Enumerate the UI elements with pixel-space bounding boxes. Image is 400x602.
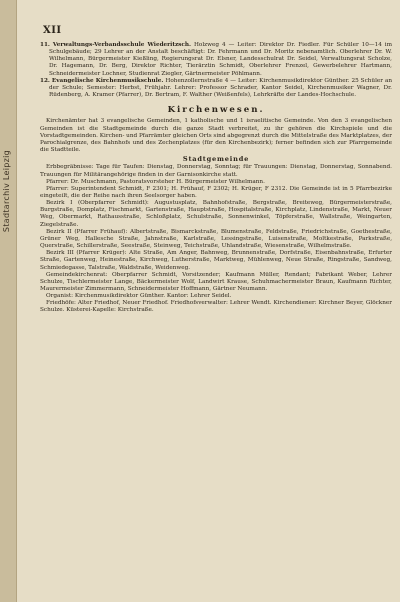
entry-title: Verwaltungs-Verbandsschule Wiederitzsch. [52,42,191,48]
entry-title: Evangelische Kirchenmusikschule. [51,77,164,84]
body-paragraph: Erbbegräbnisse: Tage für Taufen: Dienstag, Donnerstag, Sonntag; für Trauungen: Dienstag, Donnerstag, Sonnabend. Trauungen für Militärangehörige finden in der Garnisonkirche statt. [40,164,392,178]
entry-11 [40,42,392,78]
entry-number: 11. [40,42,50,48]
body-paragraph: Bezirk II (Pfarrer Frühauf): Albertstraße, Bismarckstraße, Blumenstraße, Feldstraße, Friedrichstraße, Goethestraße, Grüner Weg, Hallesche Straße, Jahnstraße, Karlstraße, Lessingstraße, Luisenstraße, Moltkestraße, Parkstraße, Querstraße, Schillerstraße, Seestraße, Steinweg, Teichstraße, Uhlandstraße, Wiesenstraße, Wilhelmstraße. [40,228,392,250]
entry-number: 12. [40,77,50,84]
subsection-title: Stadtgemeinde [182,155,250,164]
body-paragraph: Bezirk III (Pfarrer Krüger): Alte Straße, Am Anger, Bahnweg, Brunnenstraße, Dorfstraße, Eisenbahnstraße, Erfurter Straße, Gartenweg, Heinestraße, Kirchweg, Lutherstraße, Marktweg, Mühlenweg, Neue Straße, Ringstraße, Sandweg, Schmiedegasse, Talstraße, Waldstraße, Weidenweg. [40,250,392,271]
intro-paragraph: Kirchenämter hat 3 evangelische Gemeinden, 1 katholische und 1 israelitische Gemeinde. Von den 3 evangelischen Gemeinden ist die Stadtgemeinde durch die ganze Stadt verbreitet, zu ihr gehören die Kirchspiele und die Vorstadtgemeinden. Kirchen- und Pfarrämter gleichen Orts sind abgegrenzt durch die Mittelstraße des Marktplatzes, der Parochialgrenze, des Bahnhofs und des Zechenplatzes (für den Kirchenbezirk); ferner befinden sich zur Pfarrgemeinde die Stadtteile. [40,118,392,154]
body-paragraph: Organist: Kirchenmusikdirektor Günther. Kantor: Lehrer Seidel. [46,293,232,300]
body-paragraph: Pfarrer: Dr. Muschmann, Pastoratsvorsteher H. Bürgermeister Wilhelmann. [46,178,265,185]
section-title: Kirchenwesen. [167,105,265,116]
margin-label: Stadtarchiv Leipzig [2,150,11,233]
page-number: XII [43,25,62,36]
body-paragraph: Gemeindekirchenrat: Oberpfarrer Schmidt, Vorsitzender; Kaufmann Müller, Rendant; Fabrikant Weber, Lehrer Schulze, Tischlermeister Lange, Bäckermeister Wolf, Landwirt Krause, Schuhmachermeister Braun, Kaufmann Richter, Maurermeister Zimmermann, Schneidermeister Hoffmann, Gärtner Neumann. [40,271,392,292]
body-paragraph: Bezirk I (Oberpfarrer Schmidt): Augustusplatz, Bahnhofstraße, Bergstraße, Breiteweg, Bürgermeisterstraße, Burgstraße, Domplatz, Fischmarkt, Gartenstraße, Hauptstraße, Hospitalstraße, Kirchplatz, Lindenstraße, Markt, Neuer Weg, Obermarkt, Rathausstraße, Schloßplatz, Schulstraße, Sonnenwinkel, Töpferstraße, Wallstraße, Weingarten, Ziegelstraße. [40,200,392,228]
entry-text: Holzweg 4 — Leiter: Direktor Dr. Fiedler. Für Schüler 10—14 im Schulgebäude; 29 Lehrer an der Anstalt beschäftigt: Dr. Fehrmann und Dr. Moritz nebenamtlich. Oberlehrer Dr. W. Wilhelmann, Bürgermeister Kießling, Regierungsrat Dr. Elsner, Landesschulrat Dr. Seidel, Verwaltungsrat Scholze, Dr. Hagemann, Dr. Berg, Direktor Richter, Tierärztin Schmidt, Oberlehrer Frenzel, Gewerbelehrer Hartmann, Schneidermeister Lochner, Studienrat Ziegler, Gärtnermeister Pöhlmann. [49,42,393,77]
entry-12 [40,78,392,99]
page-content [40,42,392,315]
entry-text: Hohenzollernstraße 4 — Leiter: Kirchenmusikdirektor Günther. 25 Schüler an der Schule; Semester: Herbst, Frühjahr. Lehrer: Professor Schrader, Kantor Seidel, Kirchenmusiker Wagner, Dr. Rüdenberg, A. Kramer (Pfarrer), Dr. Bertram, F. Walther (Weißenfels), Lehrkräfte der Landes-Hochschule. [49,77,393,99]
margin-strip [0,0,17,602]
body-paragraph: Friedhöfe: Alter Friedhof, Neuer Friedhof. Friedhofsverwalter: Lehrer Wendt. Kirchendiener: Kirchner Beyer, Glöckner Schulze. Küsterei-Kapelle: Kirchstraße. [40,300,392,314]
body-paragraph: Pfarrer: Superintendent Schmidt, F 2301; H. Frühauf, F 2302; H. Krüger, F 2312. Die Gemeinde ist in 5 Pfarrbezirke eingeteilt, die der Reihe nach ihren Seelsorger haben. [40,185,392,199]
